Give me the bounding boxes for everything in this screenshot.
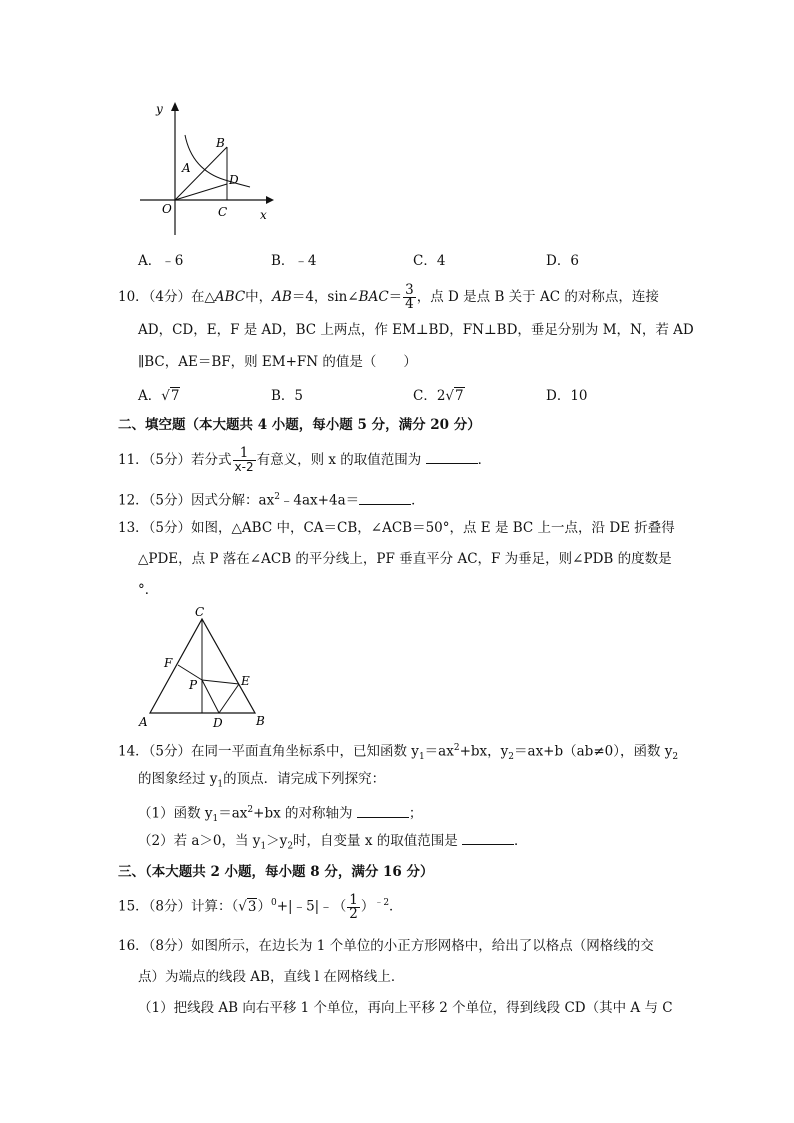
q13-line-1: 13．（5分）如图，△ABC 中，CA＝CB，∠ACB＝50°，点 E 是 BC 上一点，沿 DE 折叠得 xyxy=(118,520,675,536)
q10-option-d: D．10 xyxy=(546,388,588,404)
q10-option-a: A．√7 xyxy=(138,388,180,404)
axis-label-x: x xyxy=(260,208,267,222)
q14-part-2: （2）若 a＞0，当 $y_1>y_2$时，自变量 x 的取值范围是 ． xyxy=(138,833,528,852)
q11-answer-blank xyxy=(426,451,478,464)
q14-part-1: （1）函数 $y_1=ax^2+bx$ 的对称轴为 ； xyxy=(138,805,423,825)
q9-option-c: C．4 xyxy=(413,253,446,269)
q16-line-1: 16．（8分）如图所示，在边长为 1 个单位的小正方形网格中，给出了以格点（网格线的交 xyxy=(118,938,654,954)
q10-option-b: B．5 xyxy=(271,388,304,404)
q14-line-2: 的图象经过 $y_1$的顶点．请完成下列探究： xyxy=(138,771,386,790)
q10-line-2: AD，CD，E，F 是 AD，BC 上两点，作 EM⊥BD，FN⊥BD，垂足分别为 M，N，若 AD xyxy=(138,322,694,338)
q10-line-3: ∥BC，AE＝BF，则 EM+FN 的值是（ ） xyxy=(138,354,417,370)
q10-fraction: $\frac{3}{4}$ xyxy=(405,282,414,312)
q11: 11．（5分）若分式 $\frac{1}{x-2}$ 有意义，则 x 的取值范围为 ． xyxy=(118,445,492,474)
q9-option-b: B．﹣4 xyxy=(271,253,317,269)
q9-figure xyxy=(130,95,280,240)
q16-line-2: 点）为端点的线段 AB，直线 l 在网格线上． xyxy=(138,969,405,985)
q14-part-2-blank xyxy=(462,832,514,845)
q13-figure xyxy=(135,600,275,730)
q10-line-1: 10．（4分）在△ABC中，AB＝4，sin∠BAC＝ $\frac{3}{4}$ ，点 D 是点 B 关于 AC 的对称点，连接 xyxy=(118,282,659,312)
q12: 12．（5分）因式分解：$ax^2﹣4ax+4a=$ ． xyxy=(118,492,425,509)
q13-label-b: B xyxy=(256,714,265,728)
q9-option-d: D．6 xyxy=(546,253,579,269)
q13-label-a: A xyxy=(139,715,148,729)
q13-label-c: C xyxy=(195,605,205,619)
point-label-o: O xyxy=(162,202,172,216)
q13-label-d: D xyxy=(213,716,223,730)
q13-label-e: E xyxy=(241,674,250,688)
q15-fraction: $\frac{1}{2}$ xyxy=(349,891,358,922)
point-label-c: C xyxy=(218,205,228,219)
point-label-b: B xyxy=(216,136,225,150)
q14-part-1-blank xyxy=(357,805,409,818)
q13-line-3: °． xyxy=(138,582,159,598)
q13-label-p: P xyxy=(189,678,198,692)
q10-option-c: C．2√7 xyxy=(413,388,464,404)
q15: 15．（8分）计算：$(√3)^0+|﹣5|﹣$（ $\frac{1}{2}$ ）$^{﹣2}$． xyxy=(118,891,403,922)
axis-label-y: y xyxy=(156,102,163,116)
q11-fraction: $\frac{1}{x-2}$ xyxy=(234,445,254,474)
q16-line-3: （1）把线段 AB 向右平移 1 个单位，再向上平移 2 个单位，得到线段 CD（其中 A 与 C xyxy=(138,1000,673,1016)
point-label-d: D xyxy=(229,173,239,187)
q9-option-a: A．﹣6 xyxy=(138,253,184,269)
q12-answer-blank xyxy=(359,492,411,505)
q13-label-f: F xyxy=(164,656,173,670)
q14-line-1: 14．（5分）在同一平面直角坐标系中，已知函数 $y_1=ax^2+bx$，$y_2=ax+b(ab\ne 0)$，函数 $y_2$ xyxy=(118,743,679,763)
section-3-title: 三、（本大题共 2 小题，每小题 8 分，满分 16 分） xyxy=(118,864,434,880)
q13-line-2: △PDE，点 P 落在∠ACB 的平分线上，PF 垂直平分 AC，F 为垂足，则∠PDB 的度数是 xyxy=(138,551,672,567)
point-label-a: A xyxy=(182,161,191,175)
section-2-title: 二、填空题（本大题共 4 小题，每小题 5 分，满分 20 分） xyxy=(118,417,481,433)
